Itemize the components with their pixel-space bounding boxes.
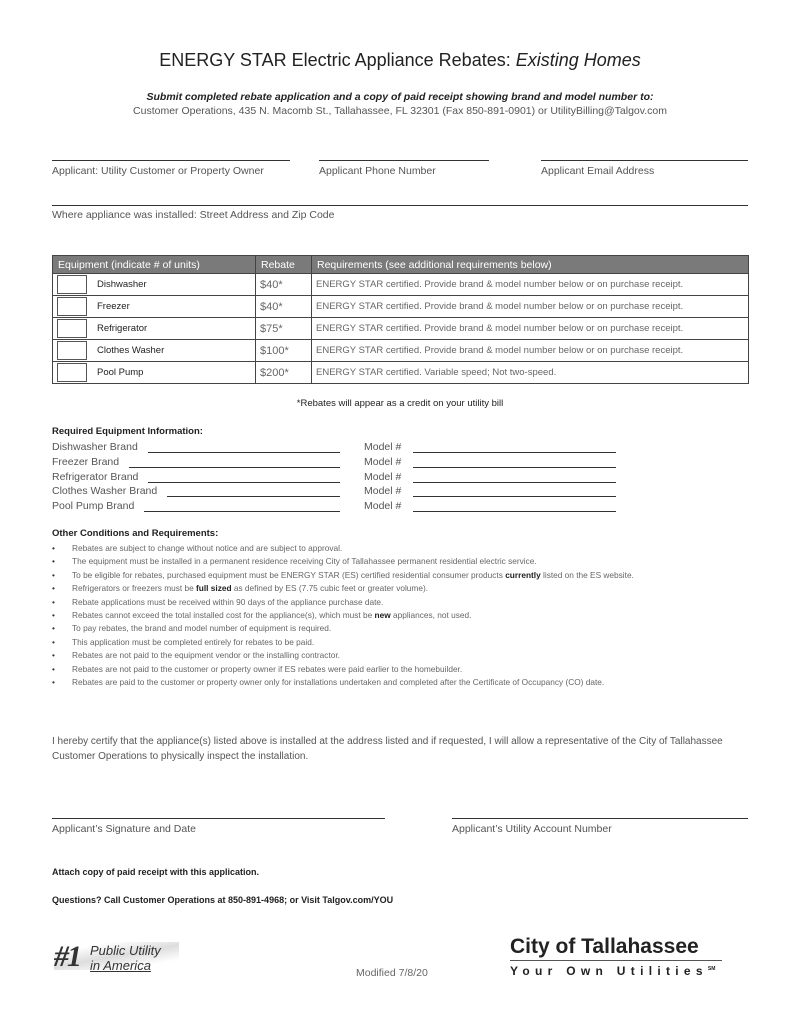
applicant-label: Applicant: Utility Customer or Property Owner [52, 165, 264, 177]
brand-field[interactable] [167, 496, 340, 497]
requirement-text: ENERGY STAR certified. Provide brand & model number below or on purchase receipt. [312, 340, 749, 362]
condition-emphasis: full sized [196, 583, 232, 594]
condition-text: Rebates are paid to the customer or property owner only for installations undertaken and completed after the Certificate of Occupancy (CO) date. [72, 676, 605, 687]
model-label: Model # [364, 470, 402, 483]
units-input[interactable] [57, 363, 87, 382]
equipment-name: Pool Pump [97, 367, 144, 379]
rebate-amount: $75* [256, 318, 312, 340]
condition-item [52, 555, 634, 568]
city-tagline: Your Own Utilities [510, 964, 708, 978]
bullet-icon: • [52, 663, 55, 674]
bullet-icon: • [52, 556, 55, 567]
header-rebate: Rebate [256, 256, 312, 274]
model-field[interactable] [413, 496, 616, 497]
condition-text: Rebate applications must be received within 90 days of the appliance purchase date. [72, 596, 384, 607]
condition-text: To be eligible for rebates, purchased equipment must be ENERGY STAR (ES) certified residential consumer products [72, 569, 506, 580]
model-field[interactable] [413, 452, 616, 453]
condition-text: Rebates cannot exceed the total installed cost for the appliance(s), which must be [72, 609, 375, 620]
header-requirements: Requirements (see additional requirements below) [312, 256, 749, 274]
condition-item [52, 596, 634, 609]
model-field[interactable] [413, 482, 616, 483]
condition-emphasis: new [374, 609, 391, 620]
mailing-address: Customer Operations, 435 N. Macomb St., Tallahassee, FL 32301 (Fax 850-891-0901) or UtilityBilling@Talgov.com [133, 105, 667, 117]
bullet-icon: • [52, 596, 55, 607]
rebate-amount: $100* [256, 340, 312, 362]
public-utility-logo [54, 940, 184, 980]
rebate-amount: $40* [256, 274, 312, 296]
install-address-label: Where appliance was installed: Street Address and Zip Code [52, 209, 335, 221]
condition-text: Rebates are not paid to the equipment vendor or the installing contractor. [72, 650, 340, 661]
requirement-text: ENERGY STAR certified. Provide brand & model number below or on purchase receipt. [312, 318, 749, 340]
logo-number: #1 [54, 940, 80, 973]
table-row [53, 296, 749, 318]
model-label: Model # [364, 455, 402, 468]
model-label: Model # [364, 485, 402, 498]
condition-text-end: listed on the ES website. [540, 569, 634, 580]
units-input[interactable] [57, 319, 87, 338]
logo-line2: in America [90, 958, 151, 973]
table-header [53, 256, 749, 274]
condition-text: Rebates are not paid to the customer or property owner if ES rebates were paid earlier to the homebuilder. [72, 663, 463, 674]
rebate-footnote: *Rebates will appear as a credit on your utility bill [296, 398, 504, 409]
condition-emphasis: currently [505, 569, 541, 580]
applicant-email-field[interactable] [541, 160, 748, 161]
conditions-heading: Other Conditions and Requirements: [52, 528, 219, 539]
city-logo [510, 935, 740, 985]
equipment-name: Dishwasher [97, 279, 147, 291]
email-label: Applicant Email Address [541, 165, 655, 177]
signature-label: Applicant’s Signature and Date [52, 823, 196, 835]
bullet-icon: • [52, 623, 55, 634]
city-name: City of Tallahassee [510, 935, 722, 961]
units-input[interactable] [57, 341, 87, 360]
brand-field[interactable] [144, 511, 340, 512]
equipment-name: Freezer [97, 301, 130, 313]
brand-field[interactable] [148, 452, 340, 453]
brand-label: Dishwasher Brand [52, 441, 138, 453]
bullet-icon: • [52, 569, 55, 580]
model-field[interactable] [413, 467, 616, 468]
equipment-name: Clothes Washer [97, 345, 165, 357]
equipment-table [52, 255, 749, 384]
rebate-amount: $200* [256, 362, 312, 384]
requirement-text: ENERGY STAR certified. Provide brand & model number below or on purchase receipt. [312, 274, 749, 296]
signature-field[interactable] [52, 818, 385, 819]
account-number-field[interactable] [452, 818, 748, 819]
bullet-icon: • [52, 583, 55, 594]
units-input[interactable] [57, 297, 87, 316]
bullet-icon: • [52, 543, 55, 553]
account-number-label: Applicant’s Utility Account Number [452, 823, 612, 835]
requirement-text: ENERGY STAR certified. Provide brand & model number below or on purchase receipt. [312, 296, 749, 318]
model-label: Model # [364, 500, 402, 513]
install-address-field[interactable] [52, 205, 748, 206]
table-row [53, 274, 749, 296]
certification-statement: I hereby certify that the appliance(s) listed above is installed at the address listed and if requested, I will allow a representative of the City of Tallahassee Customer Operations to physically inspect the installation. [52, 736, 723, 762]
condition-text: To pay rebates, the brand and model number of equipment is required. [72, 623, 332, 634]
bullet-icon: • [52, 676, 55, 687]
table-row [53, 318, 749, 340]
condition-text: Refrigerators or freezers must be [72, 583, 197, 594]
header-equipment: Equipment (indicate # of units) [53, 256, 256, 274]
condition-text-end: appliances, not used. [390, 609, 472, 620]
condition-text: This application must be completed entirely for rebates to be paid. [72, 636, 315, 647]
title-italic: Existing Homes [515, 50, 641, 70]
service-mark: SM [707, 966, 716, 972]
applicant-phone-field[interactable] [319, 160, 489, 161]
table-row [53, 340, 749, 362]
condition-item [52, 569, 634, 582]
model-field[interactable] [413, 511, 616, 512]
rebate-amount: $40* [256, 296, 312, 318]
condition-item [52, 622, 634, 635]
condition-item [52, 676, 634, 689]
modified-date: Modified 7/8/20 [356, 967, 428, 979]
brand-label: Freezer Brand [52, 455, 120, 468]
condition-item [52, 542, 634, 555]
table-row [53, 362, 749, 384]
conditions-list [52, 542, 634, 689]
brand-field[interactable] [129, 467, 340, 468]
condition-text: The equipment must be installed in a permanent residence receiving City of Tallahassee permanent residential electric service. [72, 556, 537, 567]
condition-item [52, 609, 634, 622]
model-label: Model # [364, 441, 402, 453]
required-info-heading: Required Equipment Information: [52, 426, 203, 437]
bullet-icon: • [52, 609, 55, 620]
applicant-name-field[interactable] [52, 160, 290, 161]
questions-contact: Questions? Call Customer Operations at 850-891-4968; or Visit Talgov.com/YOU [52, 895, 394, 905]
brand-label: Refrigerator Brand [52, 470, 139, 483]
attach-receipt-note: Attach copy of paid receipt with this application. [52, 867, 260, 877]
requirement-text: ENERGY STAR certified. Variable speed; Not two-speed. [312, 362, 749, 384]
bullet-icon: • [52, 650, 55, 661]
condition-item [52, 636, 634, 649]
brand-label: Pool Pump Brand [52, 500, 135, 513]
condition-item [52, 582, 634, 595]
phone-label: Applicant Phone Number [319, 165, 436, 177]
logo-line1: Public Utility [90, 943, 161, 958]
title-text: ENERGY STAR Electric Appliance Rebates: [159, 50, 516, 70]
brand-label: Clothes Washer Brand [52, 485, 158, 498]
bullet-icon: • [52, 636, 55, 647]
condition-text: Rebates are subject to change without notice and are subject to approval. [72, 543, 343, 553]
condition-item [52, 649, 634, 662]
condition-item [52, 663, 634, 676]
equipment-name: Refrigerator [97, 323, 148, 335]
submit-instructions: Submit completed rebate application and a copy of paid receipt showing brand and model number to: [146, 91, 654, 103]
units-input[interactable] [57, 275, 87, 294]
condition-text-end: as defined by ES (7.75 cubic feet or greater volume). [231, 583, 429, 594]
form-title [0, 50, 800, 71]
brand-field[interactable] [148, 482, 340, 483]
